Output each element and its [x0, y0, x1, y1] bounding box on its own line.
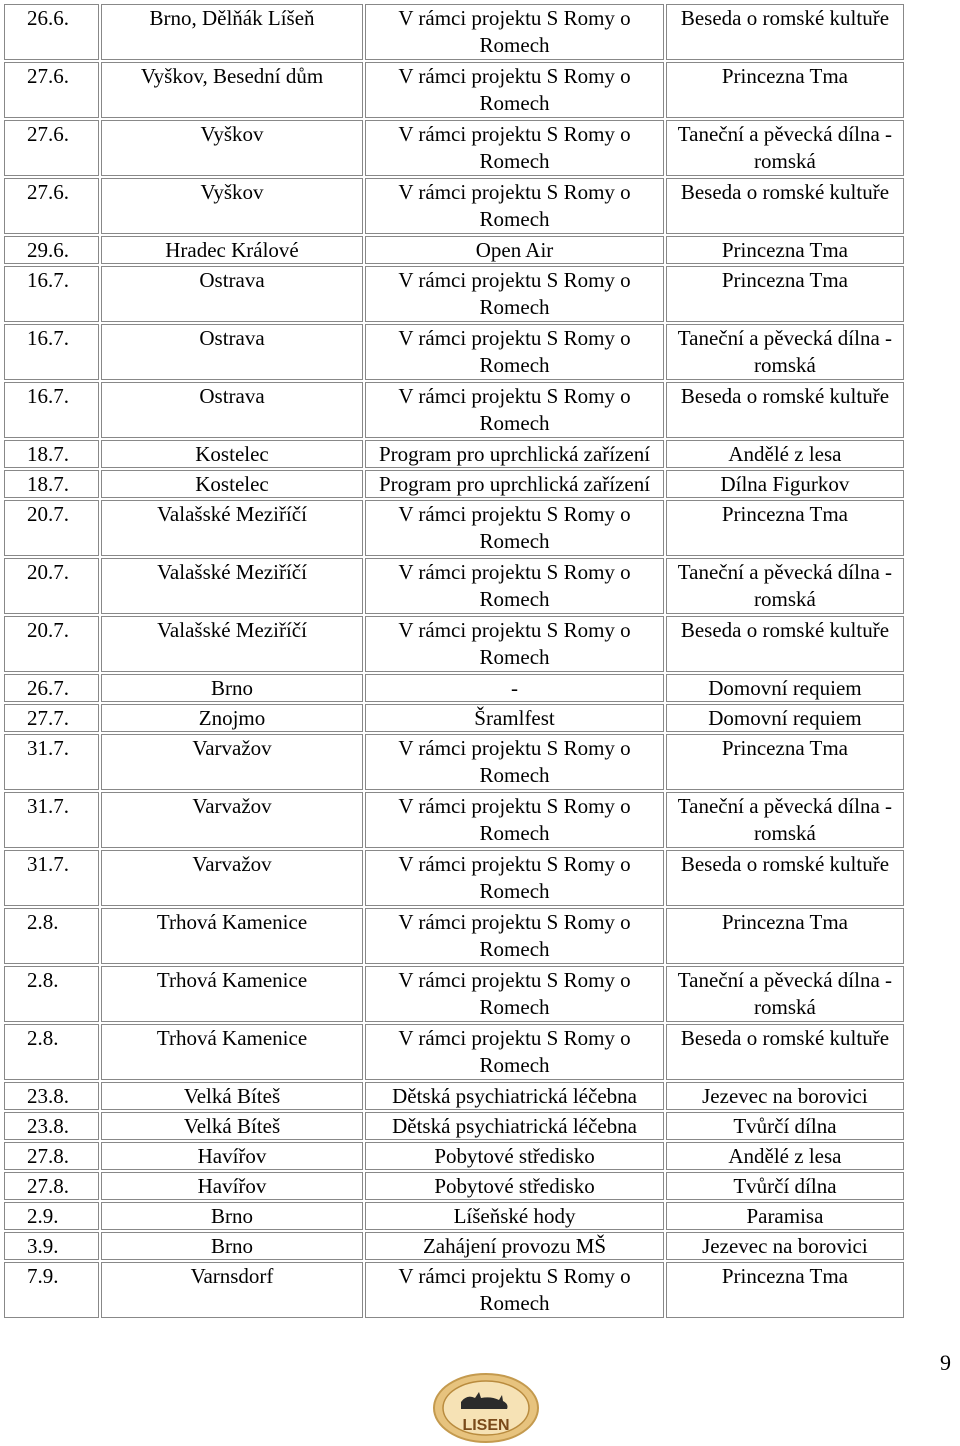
event-cell: V rámci projektu S Romy o Romech [365, 120, 664, 176]
event-cell: V rámci projektu S Romy o Romech [365, 500, 664, 556]
place-cell: Ostrava [101, 324, 363, 380]
date-cell: 27.7. [4, 704, 99, 732]
program-cell: Tvůrčí dílna [666, 1172, 904, 1200]
table-row [4, 966, 904, 1022]
event-cell: V rámci projektu S Romy o Romech [365, 616, 664, 672]
place-cell: Znojmo [101, 704, 363, 732]
date-cell: 18.7. [4, 470, 99, 498]
date-cell: 27.6. [4, 120, 99, 176]
event-cell: Líšeňské hody [365, 1202, 664, 1230]
program-cell: Beseda o romské kultuře [666, 4, 904, 60]
program-cell: Andělé z lesa [666, 1142, 904, 1170]
place-cell: Varvažov [101, 850, 363, 906]
table-row [4, 1262, 904, 1318]
place-cell: Brno, Dělňák Líšeň [101, 4, 363, 60]
table-row [4, 266, 904, 322]
event-cell: Program pro uprchlická zařízení [365, 440, 664, 468]
program-cell: Beseda o romské kultuře [666, 616, 904, 672]
program-cell: Beseda o romské kultuře [666, 1024, 904, 1080]
date-cell: 20.7. [4, 616, 99, 672]
table-row [4, 674, 904, 702]
place-cell: Vyškov [101, 178, 363, 234]
place-cell: Kostelec [101, 470, 363, 498]
program-cell: Taneční a pěvecká dílna - romská [666, 558, 904, 614]
table-row [4, 734, 904, 790]
program-cell: Princezna Tma [666, 908, 904, 964]
place-cell: Velká Bíteš [101, 1082, 363, 1110]
table-row [4, 440, 904, 468]
place-cell: Vyškov, Besední dům [101, 62, 363, 118]
page-number: 9 [940, 1350, 951, 1375]
date-cell: 3.9. [4, 1232, 99, 1260]
program-cell: Paramisa [666, 1202, 904, 1230]
schedule-table [2, 2, 906, 1320]
place-cell: Trhová Kamenice [101, 908, 363, 964]
table-row [4, 62, 904, 118]
event-cell: V rámci projektu S Romy o Romech [365, 966, 664, 1022]
program-cell: Beseda o romské kultuře [666, 850, 904, 906]
date-cell: 26.6. [4, 4, 99, 60]
program-cell: Tvůrčí dílna [666, 1112, 904, 1140]
place-cell: Havířov [101, 1142, 363, 1170]
place-cell: Varvažov [101, 734, 363, 790]
date-cell: 2.8. [4, 1024, 99, 1080]
table-row [4, 1202, 904, 1230]
date-cell: 31.7. [4, 850, 99, 906]
table-row [4, 470, 904, 498]
place-cell: Ostrava [101, 266, 363, 322]
event-cell: V rámci projektu S Romy o Romech [365, 734, 664, 790]
program-cell: Beseda o romské kultuře [666, 382, 904, 438]
place-cell: Trhová Kamenice [101, 1024, 363, 1080]
place-cell: Brno [101, 1232, 363, 1260]
place-cell: Vyškov [101, 120, 363, 176]
program-cell: Princezna Tma [666, 266, 904, 322]
place-cell: Valašské Meziříčí [101, 500, 363, 556]
table-row [4, 178, 904, 234]
program-cell: Princezna Tma [666, 500, 904, 556]
program-cell: Taneční a pěvecká dílna - romská [666, 792, 904, 848]
program-cell: Taneční a pěvecká dílna - romská [666, 324, 904, 380]
table-row [4, 558, 904, 614]
date-cell: 20.7. [4, 500, 99, 556]
event-cell: V rámci projektu S Romy o Romech [365, 62, 664, 118]
date-cell: 27.8. [4, 1142, 99, 1170]
event-cell: Dětská psychiatrická léčebna [365, 1112, 664, 1140]
event-cell: Pobytové středisko [365, 1142, 664, 1170]
date-cell: 27.6. [4, 62, 99, 118]
program-cell: Andělé z lesa [666, 440, 904, 468]
program-cell: Princezna Tma [666, 62, 904, 118]
table-row [4, 908, 904, 964]
place-cell: Varvažov [101, 792, 363, 848]
event-cell: Open Air [365, 236, 664, 264]
place-cell: Valašské Meziříčí [101, 558, 363, 614]
table-row [4, 792, 904, 848]
table-row [4, 236, 904, 264]
table-row [4, 1024, 904, 1080]
logo-text: LISEN [462, 1417, 510, 1434]
place-cell: Kostelec [101, 440, 363, 468]
date-cell: 2.8. [4, 966, 99, 1022]
event-cell: V rámci projektu S Romy o Romech [365, 266, 664, 322]
date-cell: 2.9. [4, 1202, 99, 1230]
program-cell: Princezna Tma [666, 1262, 904, 1318]
table-row [4, 1232, 904, 1260]
place-cell: Brno [101, 1202, 363, 1230]
date-cell: 18.7. [4, 440, 99, 468]
table-row [4, 850, 904, 906]
event-cell: V rámci projektu S Romy o Romech [365, 558, 664, 614]
program-cell: Princezna Tma [666, 734, 904, 790]
table-row [4, 704, 904, 732]
event-cell: V rámci projektu S Romy o Romech [365, 1262, 664, 1318]
program-cell: Taneční a pěvecká dílna - romská [666, 120, 904, 176]
date-cell: 31.7. [4, 792, 99, 848]
event-cell: V rámci projektu S Romy o Romech [365, 792, 664, 848]
date-cell: 23.8. [4, 1082, 99, 1110]
date-cell: 20.7. [4, 558, 99, 614]
program-cell: Domovní requiem [666, 704, 904, 732]
table-row [4, 120, 904, 176]
date-cell: 16.7. [4, 266, 99, 322]
date-cell: 16.7. [4, 324, 99, 380]
schedule-body [4, 4, 904, 1318]
program-cell: Jezevec na borovici [666, 1232, 904, 1260]
event-cell: V rámci projektu S Romy o Romech [365, 324, 664, 380]
table-row [4, 382, 904, 438]
date-cell: 29.6. [4, 236, 99, 264]
program-cell: Taneční a pěvecká dílna - romská [666, 966, 904, 1022]
cat-logo-icon [431, 1372, 541, 1444]
table-row [4, 1112, 904, 1140]
date-cell: 26.7. [4, 674, 99, 702]
event-cell: Pobytové středisko [365, 1172, 664, 1200]
event-cell: Program pro uprchlická zařízení [365, 470, 664, 498]
table-row [4, 1082, 904, 1110]
event-cell: V rámci projektu S Romy o Romech [365, 1024, 664, 1080]
event-cell: V rámci projektu S Romy o Romech [365, 4, 664, 60]
program-cell: Princezna Tma [666, 236, 904, 264]
place-cell: Valašské Meziříčí [101, 616, 363, 672]
table-row [4, 1142, 904, 1170]
program-cell: Jezevec na borovici [666, 1082, 904, 1110]
date-cell: 7.9. [4, 1262, 99, 1318]
place-cell: Ostrava [101, 382, 363, 438]
table-row [4, 616, 904, 672]
date-cell: 23.8. [4, 1112, 99, 1140]
table-row [4, 324, 904, 380]
table-row [4, 1172, 904, 1200]
place-cell: Varnsdorf [101, 1262, 363, 1318]
place-cell: Havířov [101, 1172, 363, 1200]
date-cell: 27.6. [4, 178, 99, 234]
date-cell: 27.8. [4, 1172, 99, 1200]
event-cell: Šramlfest [365, 704, 664, 732]
table-row [4, 500, 904, 556]
place-cell: Hradec Králové [101, 236, 363, 264]
event-cell: V rámci projektu S Romy o Romech [365, 850, 664, 906]
event-cell: V rámci projektu S Romy o Romech [365, 908, 664, 964]
program-cell: Domovní requiem [666, 674, 904, 702]
event-cell: Zahájení provozu MŠ [365, 1232, 664, 1260]
event-cell: - [365, 674, 664, 702]
place-cell: Brno [101, 674, 363, 702]
date-cell: 2.8. [4, 908, 99, 964]
date-cell: 16.7. [4, 382, 99, 438]
program-cell: Beseda o romské kultuře [666, 178, 904, 234]
event-cell: V rámci projektu S Romy o Romech [365, 382, 664, 438]
event-cell: V rámci projektu S Romy o Romech [365, 178, 664, 234]
program-cell: Dílna Figurkov [666, 470, 904, 498]
event-cell: Dětská psychiatrická léčebna [365, 1082, 664, 1110]
place-cell: Trhová Kamenice [101, 966, 363, 1022]
table-row [4, 4, 904, 60]
place-cell: Velká Bíteš [101, 1112, 363, 1140]
date-cell: 31.7. [4, 734, 99, 790]
